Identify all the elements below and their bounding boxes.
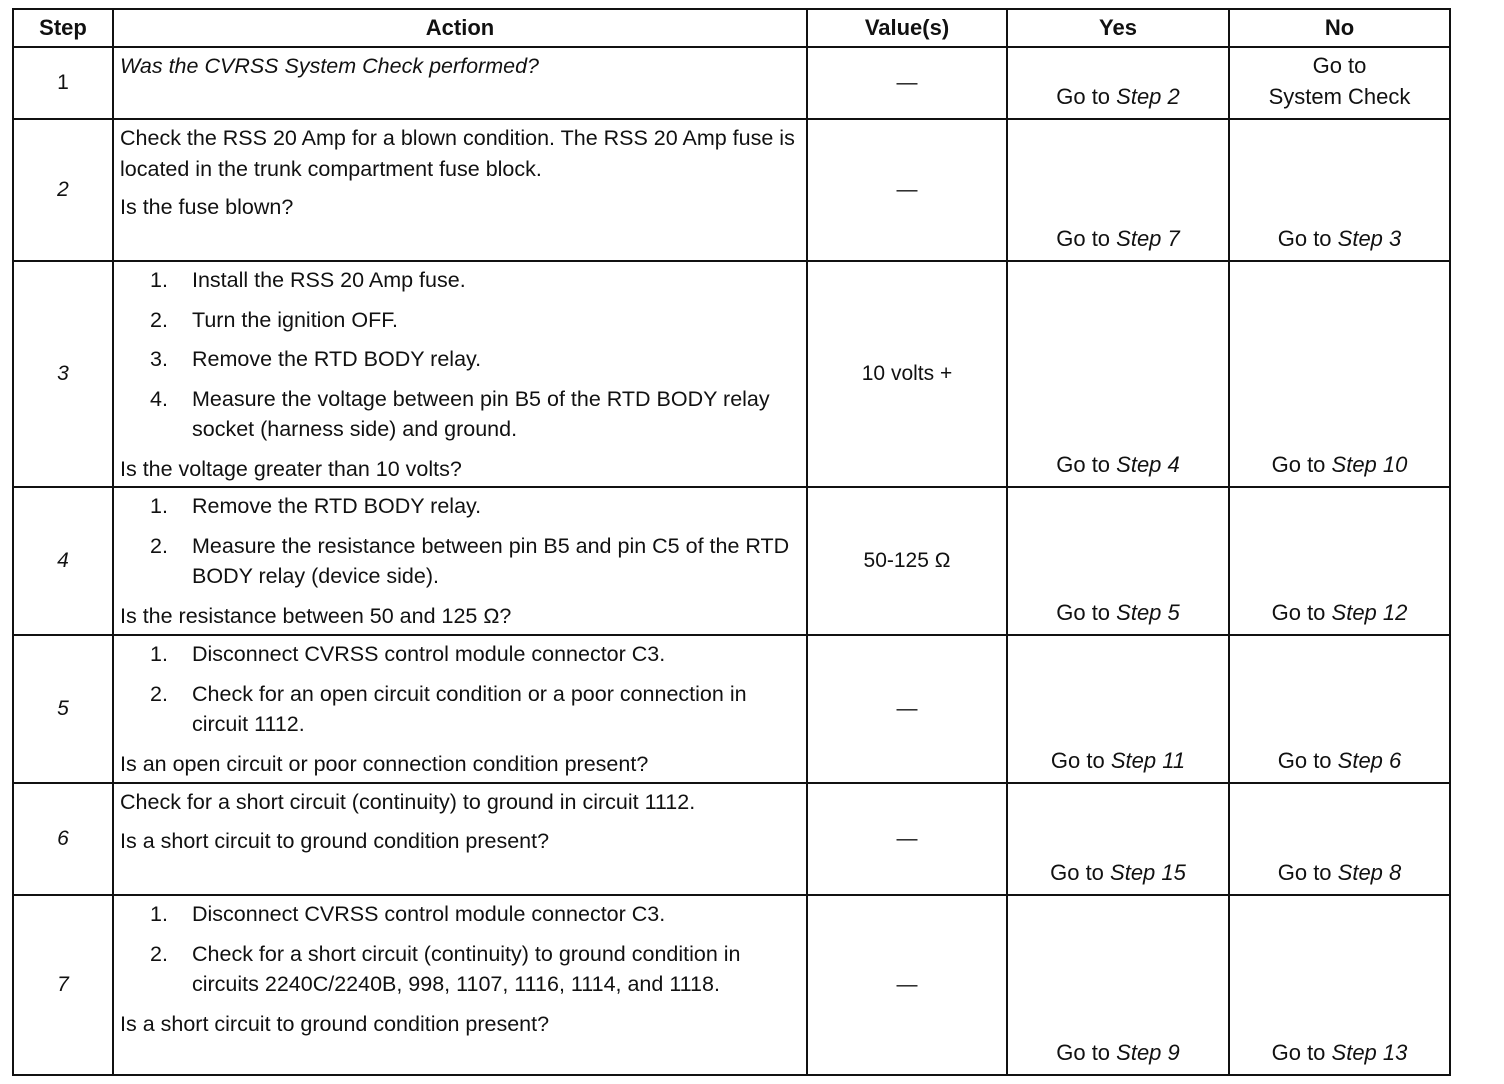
action-cell <box>113 119 807 261</box>
no-step-link: Step 13 <box>1331 1040 1408 1065</box>
action-question: Is an open circuit or poor connection condition present? <box>120 751 649 776</box>
no-cell <box>1229 47 1450 119</box>
no-cell <box>1229 487 1450 635</box>
yes-cell <box>1007 895 1229 1075</box>
no-prefix: Go to <box>1277 226 1338 251</box>
list-item <box>120 305 800 336</box>
step-number: 2 <box>13 119 113 261</box>
yes-step-link: Step 7 <box>1116 226 1180 251</box>
yes-cell <box>1007 119 1229 261</box>
action-cell <box>113 895 807 1075</box>
no-step-link: Step 10 <box>1331 452 1408 477</box>
action-question: Is a short circuit to ground condition present? <box>120 828 550 853</box>
yes-step-link: Step 15 <box>1110 860 1186 885</box>
list-item <box>120 939 800 1000</box>
yes-prefix: Go to <box>1056 600 1117 625</box>
list-item <box>120 491 800 522</box>
no-prefix: Go to <box>1277 860 1338 885</box>
list-item-text: Disconnect CVRSS control module connector C3. <box>192 642 666 666</box>
no-cell <box>1229 261 1450 487</box>
no-step-link: Step 8 <box>1337 860 1402 885</box>
table-body <box>13 47 1450 1075</box>
list-item <box>120 679 800 740</box>
action-cell <box>113 635 807 783</box>
list-item-number: 1. <box>150 642 168 666</box>
yes-step-link: Step 5 <box>1116 600 1180 625</box>
list-item-text: Check for a short circuit (continuity) to ground condition in circuits 2240C/2240B, 998, 1107, 1116, 1114, and 1118. <box>192 941 741 996</box>
table-row <box>13 261 1450 487</box>
action-text: Check the RSS 20 Amp for a blown condition. The RSS 20 Amp fuse is located in the trunk compartment fuse block. <box>120 126 795 181</box>
action-question: Is the fuse blown? <box>120 195 294 219</box>
table-row <box>13 635 1450 783</box>
table-row <box>13 487 1450 635</box>
no-step-link: Step 6 <box>1337 748 1402 773</box>
header-step: Step <box>13 9 113 47</box>
list-item-number: 4. <box>150 386 168 411</box>
yes-step-link: Step 2 <box>1116 84 1180 109</box>
list-item <box>120 639 800 670</box>
yes-cell <box>1007 47 1229 119</box>
no-step-link: Step 12 <box>1331 600 1408 625</box>
yes-cell <box>1007 261 1229 487</box>
action-question: Is a short circuit to ground condition present? <box>120 1011 550 1036</box>
table-row <box>13 47 1450 119</box>
no-cell <box>1229 119 1450 261</box>
header-yes: Yes <box>1007 9 1229 47</box>
value-cell: 50-125 Ω <box>807 487 1007 635</box>
list-item <box>120 531 800 592</box>
table-row <box>13 895 1450 1075</box>
table-header-row <box>13 9 1450 47</box>
header-action: Action <box>113 9 807 47</box>
action-cell <box>113 261 807 487</box>
step-number: 4 <box>13 487 113 635</box>
yes-cell <box>1007 783 1229 895</box>
action-steps-list <box>120 265 800 445</box>
step-number: 6 <box>13 783 113 895</box>
yes-prefix: Go to <box>1056 226 1117 251</box>
yes-step-link: Step 4 <box>1116 452 1180 477</box>
list-item-number: 2. <box>150 941 168 966</box>
value-cell: — <box>807 895 1007 1075</box>
step-number: 3 <box>13 261 113 487</box>
list-item-number: 1. <box>150 494 168 518</box>
yes-step-link: Step 9 <box>1116 1040 1180 1065</box>
action-question: Is the voltage greater than 10 volts? <box>120 456 462 481</box>
action-steps-list <box>120 639 800 740</box>
table-row <box>13 783 1450 895</box>
list-item <box>120 344 800 375</box>
list-item-text: Check for an open circuit condition or a poor connection in circuit 1112. <box>192 681 747 736</box>
list-item-text: Disconnect CVRSS control module connector C3. <box>192 902 666 926</box>
list-item-number: 3. <box>150 347 168 371</box>
list-item-number: 2. <box>150 307 168 332</box>
list-item <box>120 384 800 445</box>
table-row <box>13 119 1450 261</box>
step-number: 7 <box>13 895 113 1075</box>
action-cell <box>113 47 807 119</box>
no-cell <box>1229 783 1450 895</box>
value-cell: — <box>807 635 1007 783</box>
no-prefix: Go to <box>1277 748 1338 773</box>
step-number: 5 <box>13 635 113 783</box>
value-cell: — <box>807 783 1007 895</box>
no-step-link: System Check <box>1268 84 1411 109</box>
yes-cell <box>1007 487 1229 635</box>
list-item-number: 2. <box>150 533 168 558</box>
no-prefix: Go to <box>1312 53 1367 78</box>
list-item-text: Install the RSS 20 Amp fuse. <box>192 268 466 292</box>
no-prefix: Go to <box>1271 452 1332 477</box>
yes-step-link: Step 11 <box>1110 748 1186 773</box>
header-values: Value(s) <box>807 9 1007 47</box>
action-steps-list <box>120 899 800 1000</box>
value-cell: 10 volts + <box>807 261 1007 487</box>
no-cell <box>1229 895 1450 1075</box>
list-item-text: Remove the RTD BODY relay. <box>192 347 482 371</box>
yes-prefix: Go to <box>1050 860 1111 885</box>
step-number: 1 <box>13 47 113 119</box>
no-prefix: Go to <box>1271 600 1332 625</box>
no-cell <box>1229 635 1450 783</box>
action-text: Was the CVRSS System Check performed? <box>120 54 540 78</box>
no-step-link: Step 3 <box>1337 226 1402 251</box>
diagnostic-table <box>12 8 1451 1076</box>
yes-prefix: Go to <box>1056 452 1117 477</box>
list-item-number: 1. <box>150 268 168 292</box>
yes-cell <box>1007 635 1229 783</box>
list-item-text: Measure the voltage between pin B5 of the RTD BODY relay socket (harness side) and ground. <box>192 386 770 441</box>
list-item-number: 2. <box>150 681 168 706</box>
action-text: Check for a short circuit (continuity) to ground in circuit 1112. <box>120 790 696 814</box>
yes-prefix: Go to <box>1056 1040 1117 1065</box>
action-cell <box>113 487 807 635</box>
list-item-number: 1. <box>150 902 168 926</box>
list-item <box>120 899 800 930</box>
list-item-text: Turn the ignition OFF. <box>192 307 398 332</box>
action-cell <box>113 783 807 895</box>
value-cell: — <box>807 47 1007 119</box>
no-prefix: Go to <box>1271 1040 1332 1065</box>
action-steps-list <box>120 491 800 592</box>
action-question: Is the resistance between 50 and 125 Ω? <box>120 603 512 628</box>
header-no: No <box>1229 9 1450 47</box>
list-item-text: Measure the resistance between pin B5 and pin C5 of the RTD BODY relay (device side). <box>192 533 790 588</box>
list-item-text: Remove the RTD BODY relay. <box>192 494 482 518</box>
list-item <box>120 265 800 296</box>
yes-prefix: Go to <box>1056 84 1117 109</box>
yes-prefix: Go to <box>1050 748 1111 773</box>
value-cell: — <box>807 119 1007 261</box>
